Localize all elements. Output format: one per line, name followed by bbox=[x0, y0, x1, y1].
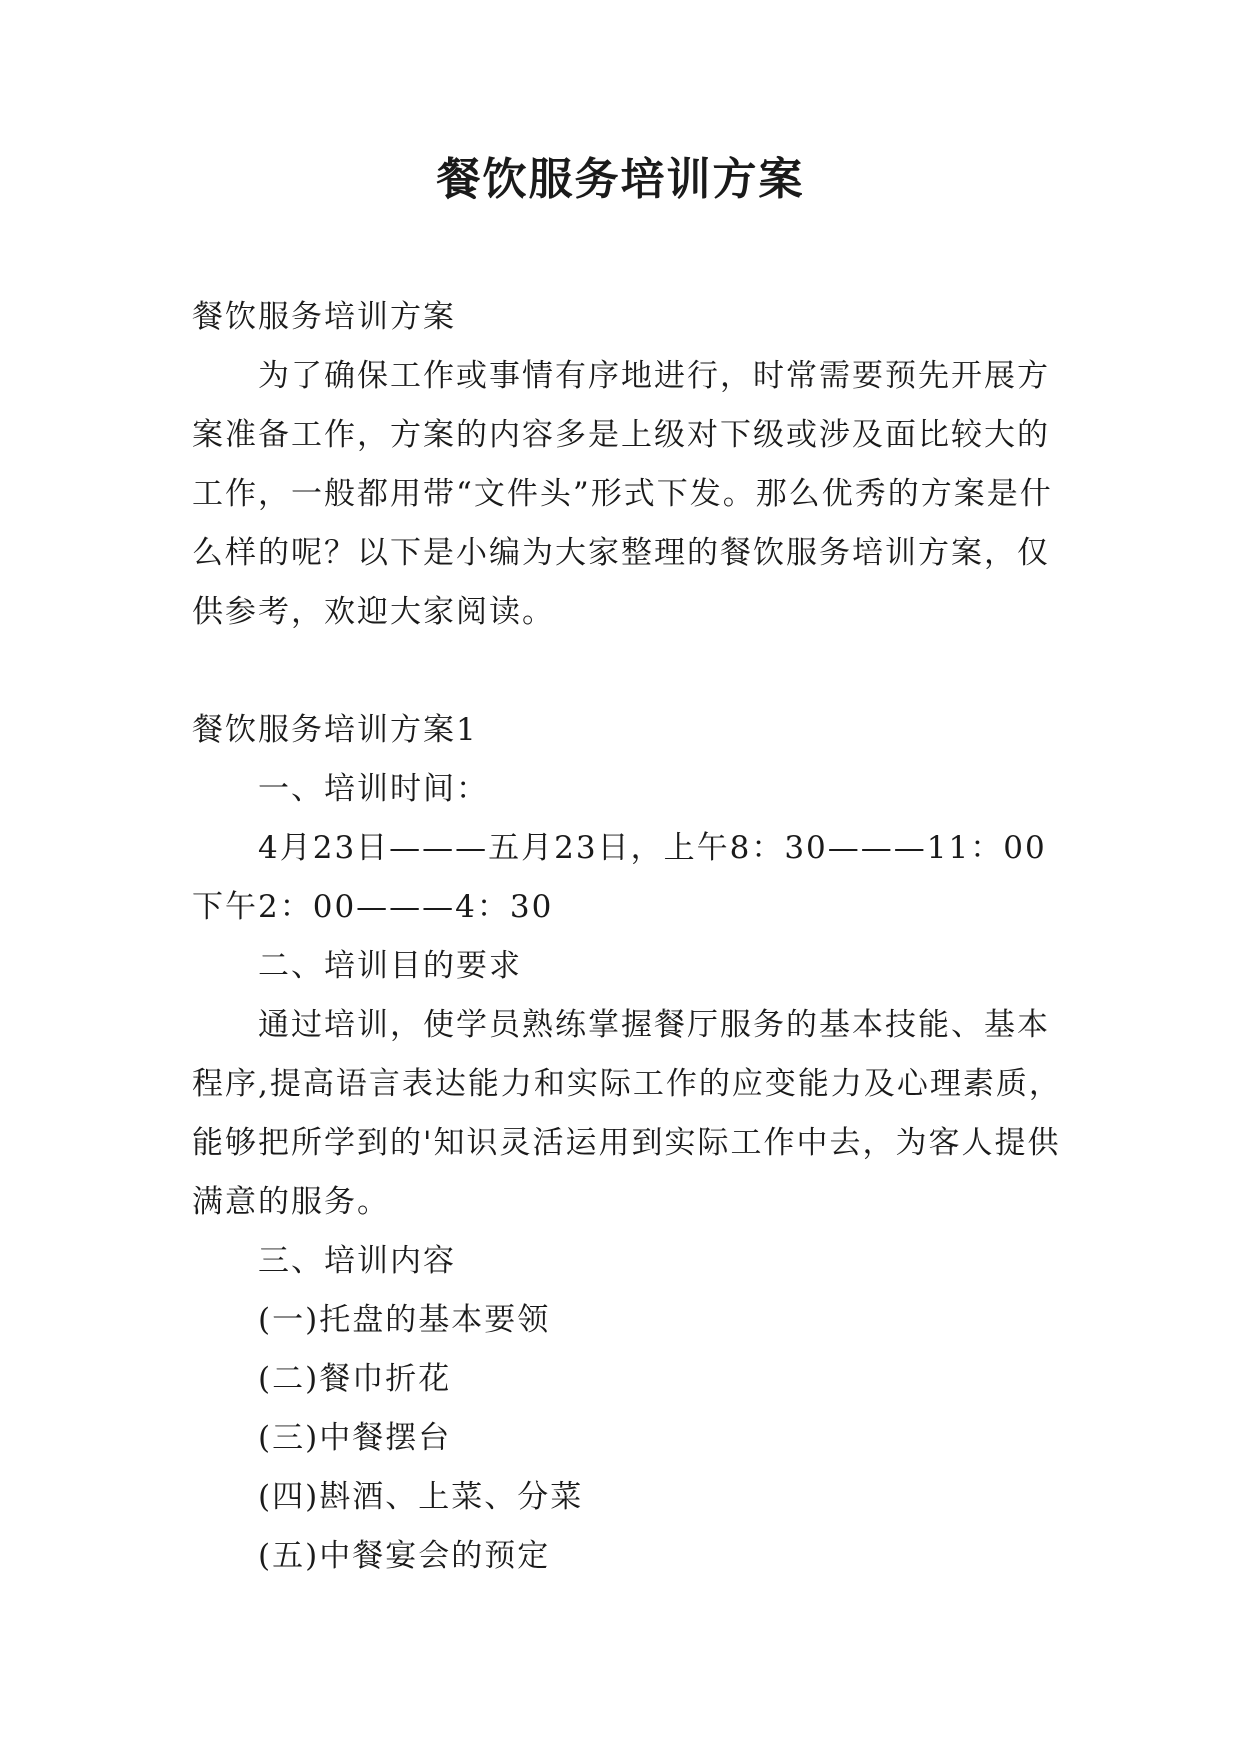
goal-paragraph: 通过培训，使学员熟练掌握餐厅服务的基本技能、基本程序,提高语言表达能力和实际工作的应变能力及心理素质，能够把所学到的'知识灵活运用到实际工作中去，为客人提供满意的服务。 bbox=[192, 1007, 1062, 1220]
content-item: (三)中餐摆台 bbox=[258, 1420, 452, 1456]
paragraph-spacer bbox=[192, 642, 1062, 701]
content-heading: 三、培训内容 bbox=[258, 1243, 456, 1279]
time-line-2: 下午2：00———4：30 bbox=[192, 889, 554, 925]
time-heading: 一、培训时间： bbox=[258, 771, 489, 807]
time-line-1: 4月23日———五月23日，上午8：30———11：00 bbox=[258, 830, 1047, 866]
intro-paragraph: 为了确保工作或事情有序地进行，时常需要预先开展方案准备工作，方案的内容多是上级对下级或涉及面比较大的工作，一般都用带“文件头”形式下发。那么优秀的方案是什么样的呢？以下是小编为大家整理的餐饮服务培训方案，仅供参考，欢迎大家阅读。 bbox=[192, 358, 1053, 630]
subtitle: 餐饮服务培训方案 bbox=[192, 299, 456, 335]
document-body bbox=[192, 288, 1062, 1586]
content-item: (五)中餐宴会的预定 bbox=[258, 1538, 551, 1574]
content-item: (二)餐巾折花 bbox=[258, 1361, 452, 1397]
section-title: 餐饮服务培训方案1 bbox=[192, 712, 478, 748]
content-item: (一)托盘的基本要领 bbox=[258, 1302, 551, 1338]
document-title: 餐饮服务培训方案 bbox=[436, 154, 805, 205]
content-item: (四)斟酒、上菜、分菜 bbox=[258, 1479, 584, 1515]
goal-heading: 二、培训目的要求 bbox=[258, 948, 522, 984]
